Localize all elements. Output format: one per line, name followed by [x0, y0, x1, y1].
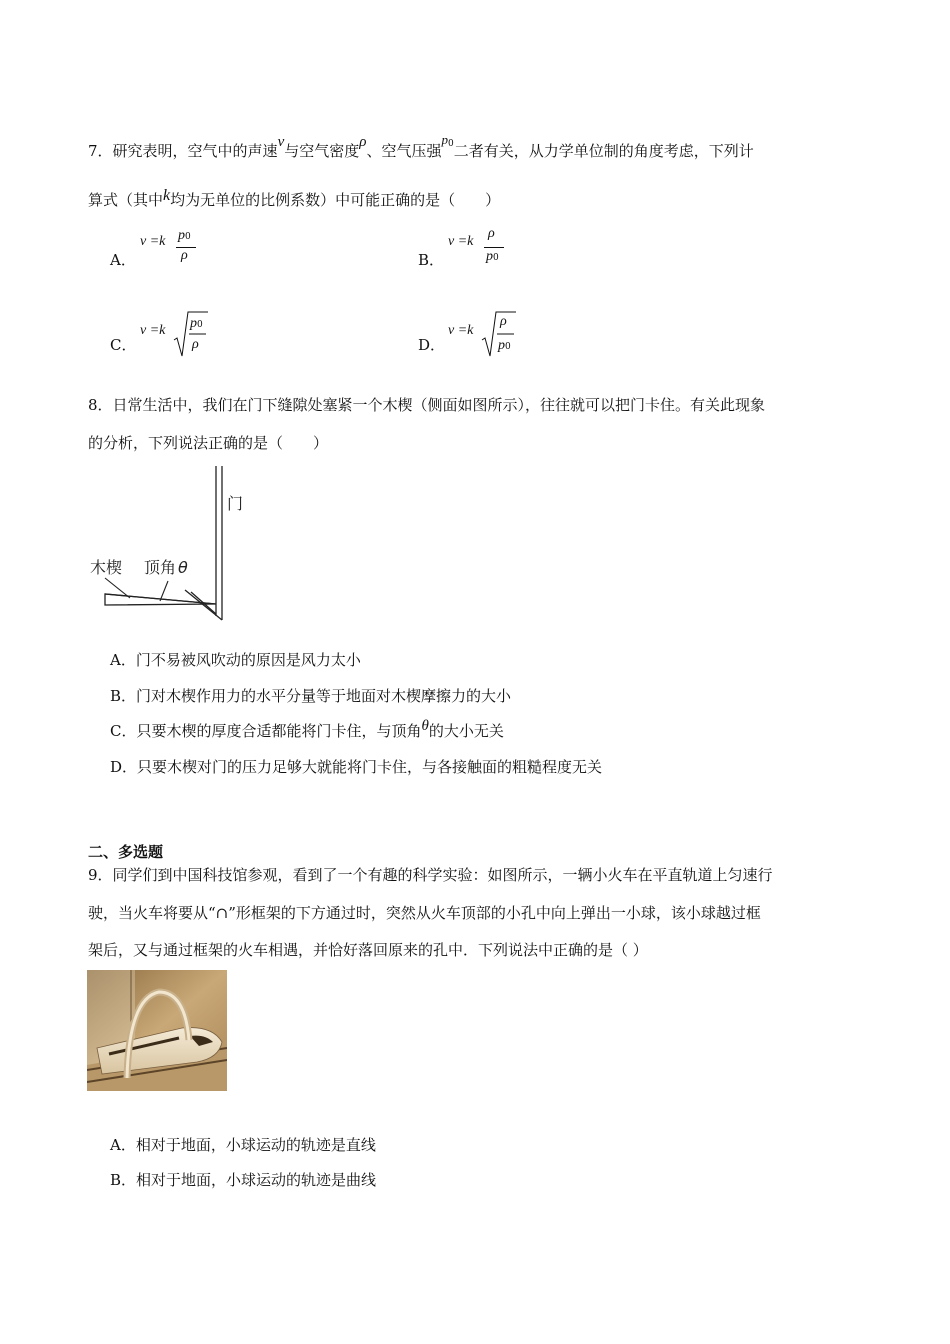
q7-option-d-label: D． [418, 336, 446, 354]
var-p0: p0 [441, 132, 454, 149]
q8-number: 8． [88, 396, 113, 414]
var-v: v [277, 134, 285, 150]
q8-line1: 8．日常生活中，我们在门下缝隙处塞紧一个木楔（侧面如图所示），往往就可以把门卡住。有关此现象 [88, 396, 766, 414]
q8-option-d: D．只要木楔对门的压力足够大就能将门卡住，与各接触面的粗糙程度无关 [110, 758, 603, 776]
q7-option-b-label: B． [418, 251, 445, 269]
q7-option-d-formula: v =k ρ p0 [448, 310, 528, 360]
wedge-label: 木楔 [90, 558, 123, 577]
q8-option-b: B．门对木楔作用力的水平分量等于地面对木楔摩擦力的大小 [110, 687, 512, 705]
q9-line1: 9．同学们到中国科技馆参观，看到了一个有趣的科学实验：如图所示，一辆小火车在平直轨道上匀速行 [88, 866, 773, 884]
q9-line3: 架后，又与通过框架的火车相遇，并恰好落回原来的孔中．下列说法中正确的是（ ） [88, 941, 648, 959]
angle-label: 顶角 [144, 558, 177, 577]
q7-number: 7． [88, 142, 113, 160]
q7-line1: 7．研究表明，空气中的声速v与空气密度ρ、空气压强p0二者有关，从力学单位制的角度考虑，下列计 [88, 132, 754, 160]
section-title-multi-choice: 二、多选题 [88, 844, 164, 861]
door-label: 门 [227, 494, 244, 513]
train-photo [87, 970, 227, 1091]
q7-option-b-formula: v =k ρ p0 [448, 228, 528, 272]
q7-option-a-label: A． [110, 251, 136, 269]
q7-line2: 算式（其中k均为无单位的比例系数）中可能正确的是（ ） [88, 187, 501, 209]
q8-option-c: C．只要木楔的厚度合适都能将门卡住，与顶角θ的大小无关 [110, 718, 504, 740]
var-k: k [163, 187, 171, 204]
q9-option-b: B．相对于地面，小球运动的轨迹是曲线 [110, 1171, 377, 1189]
q8-line2: 的分析，下列说法正确的是（ ） [88, 434, 329, 452]
var-rho: ρ [359, 134, 367, 150]
q7-option-c-formula: v =k p0 ρ [140, 310, 220, 360]
q7-option-c-label: C． [110, 336, 137, 354]
q9-line2: 驶，当火车将要从“∩”形框架的下方通过时，突然从火车顶部的小孔中向上弹出一小球，该小球越过框 [88, 904, 761, 922]
wedge-door-figure [85, 460, 260, 625]
angle-leader [160, 581, 168, 601]
q9-number: 9． [88, 866, 113, 884]
theta-label: θ [178, 558, 188, 577]
q7-option-a-formula: v =k p0 ρ [140, 228, 220, 272]
q9-option-a: A．相对于地面，小球运动的轨迹是直线 [110, 1136, 376, 1154]
q8-option-a: A．门不易被风吹动的原因是风力太小 [110, 651, 361, 669]
